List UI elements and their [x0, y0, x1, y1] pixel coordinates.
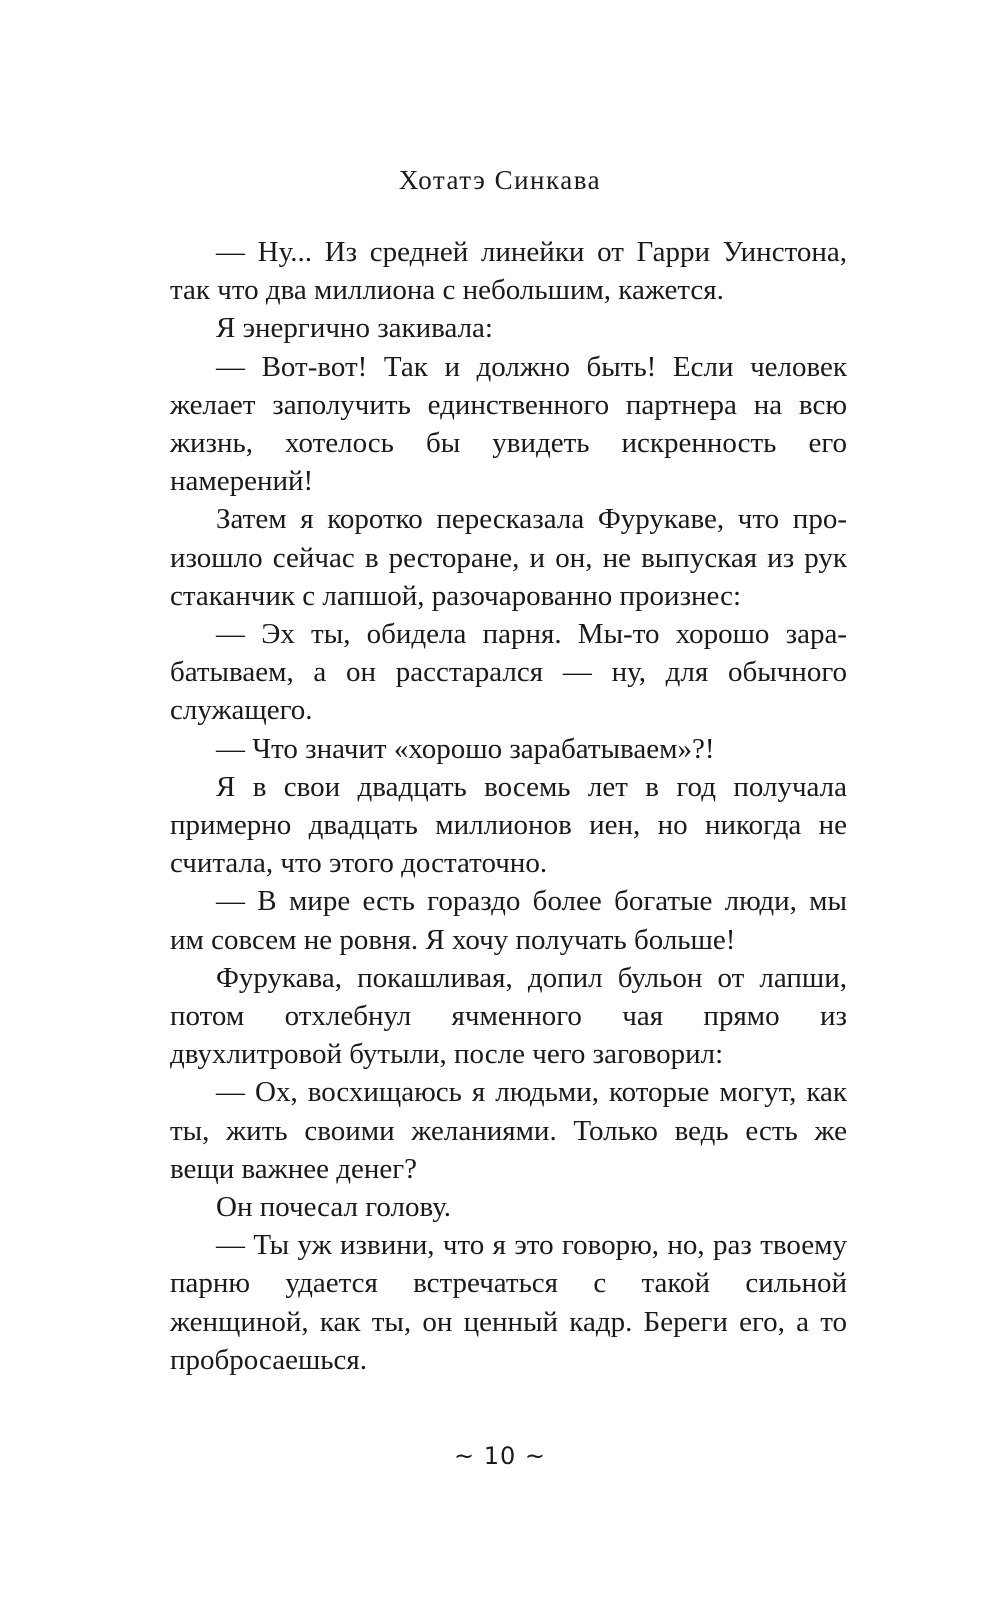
- paragraph: — Ты уж извини, что я это говорю, но, раз твоему парню удается встречаться с такой сильной женщиной, как ты, он ценный кадр. Береги его, а то пробросаешься.: [170, 1229, 847, 1376]
- paragraph: — Ох, восхищаюсь я людьми, которые могут, как ты, жить своими желаниями. Только ведь есть же вещи важнее денег?: [170, 1076, 847, 1185]
- paragraph: Я энергично закивала:: [216, 312, 493, 345]
- paragraph: Я в свои двадцать восемь лет в год получала примерно двадцать миллионов иен, но никогда не считала, что этого достаточно.: [170, 770, 847, 880]
- paragraph: Он почесал голову.: [216, 1191, 452, 1224]
- running-head: Хотатэ Синкава: [398, 165, 602, 195]
- paragraph: — Вот-вот! Так и должно быть! Если человек желает заполучить единственного партнера на всю жизнь, хотелось бы увидеть искренность его намерений!: [170, 350, 847, 498]
- paragraph: — В мире есть гораздо более богатые люди, мы им совсем не ровня. Я хочу получать больше!: [170, 885, 847, 956]
- body-text: [170, 233, 847, 1379]
- page-number: ~ 10 ~: [453, 1442, 546, 1470]
- paragraph: Затем я коротко пересказала Фурукаве, что произошло сейчас в ресторане, и он, не выпуская из рук стаканчик с лапшой, разочарованно произнес:: [170, 503, 847, 612]
- paragraph: — Что значит «хорошо зарабатываем»?!: [216, 732, 715, 765]
- paragraph: — Ну... Из средней линейки от Гарри Уинстона, так что два миллиона с небольшим, кажется.: [170, 236, 847, 307]
- paragraph: — Эх ты, обидела парня. Мы-то хорошо зарабатываем, а он расстарался — ну, для обычного служащего.: [170, 618, 847, 727]
- paragraph: Фурукава, покашливая, допил бульон от лапши, потом отхлебнул ячменного чая прямо из двухлитровой бутыли, после чего заговорил:: [170, 961, 847, 1071]
